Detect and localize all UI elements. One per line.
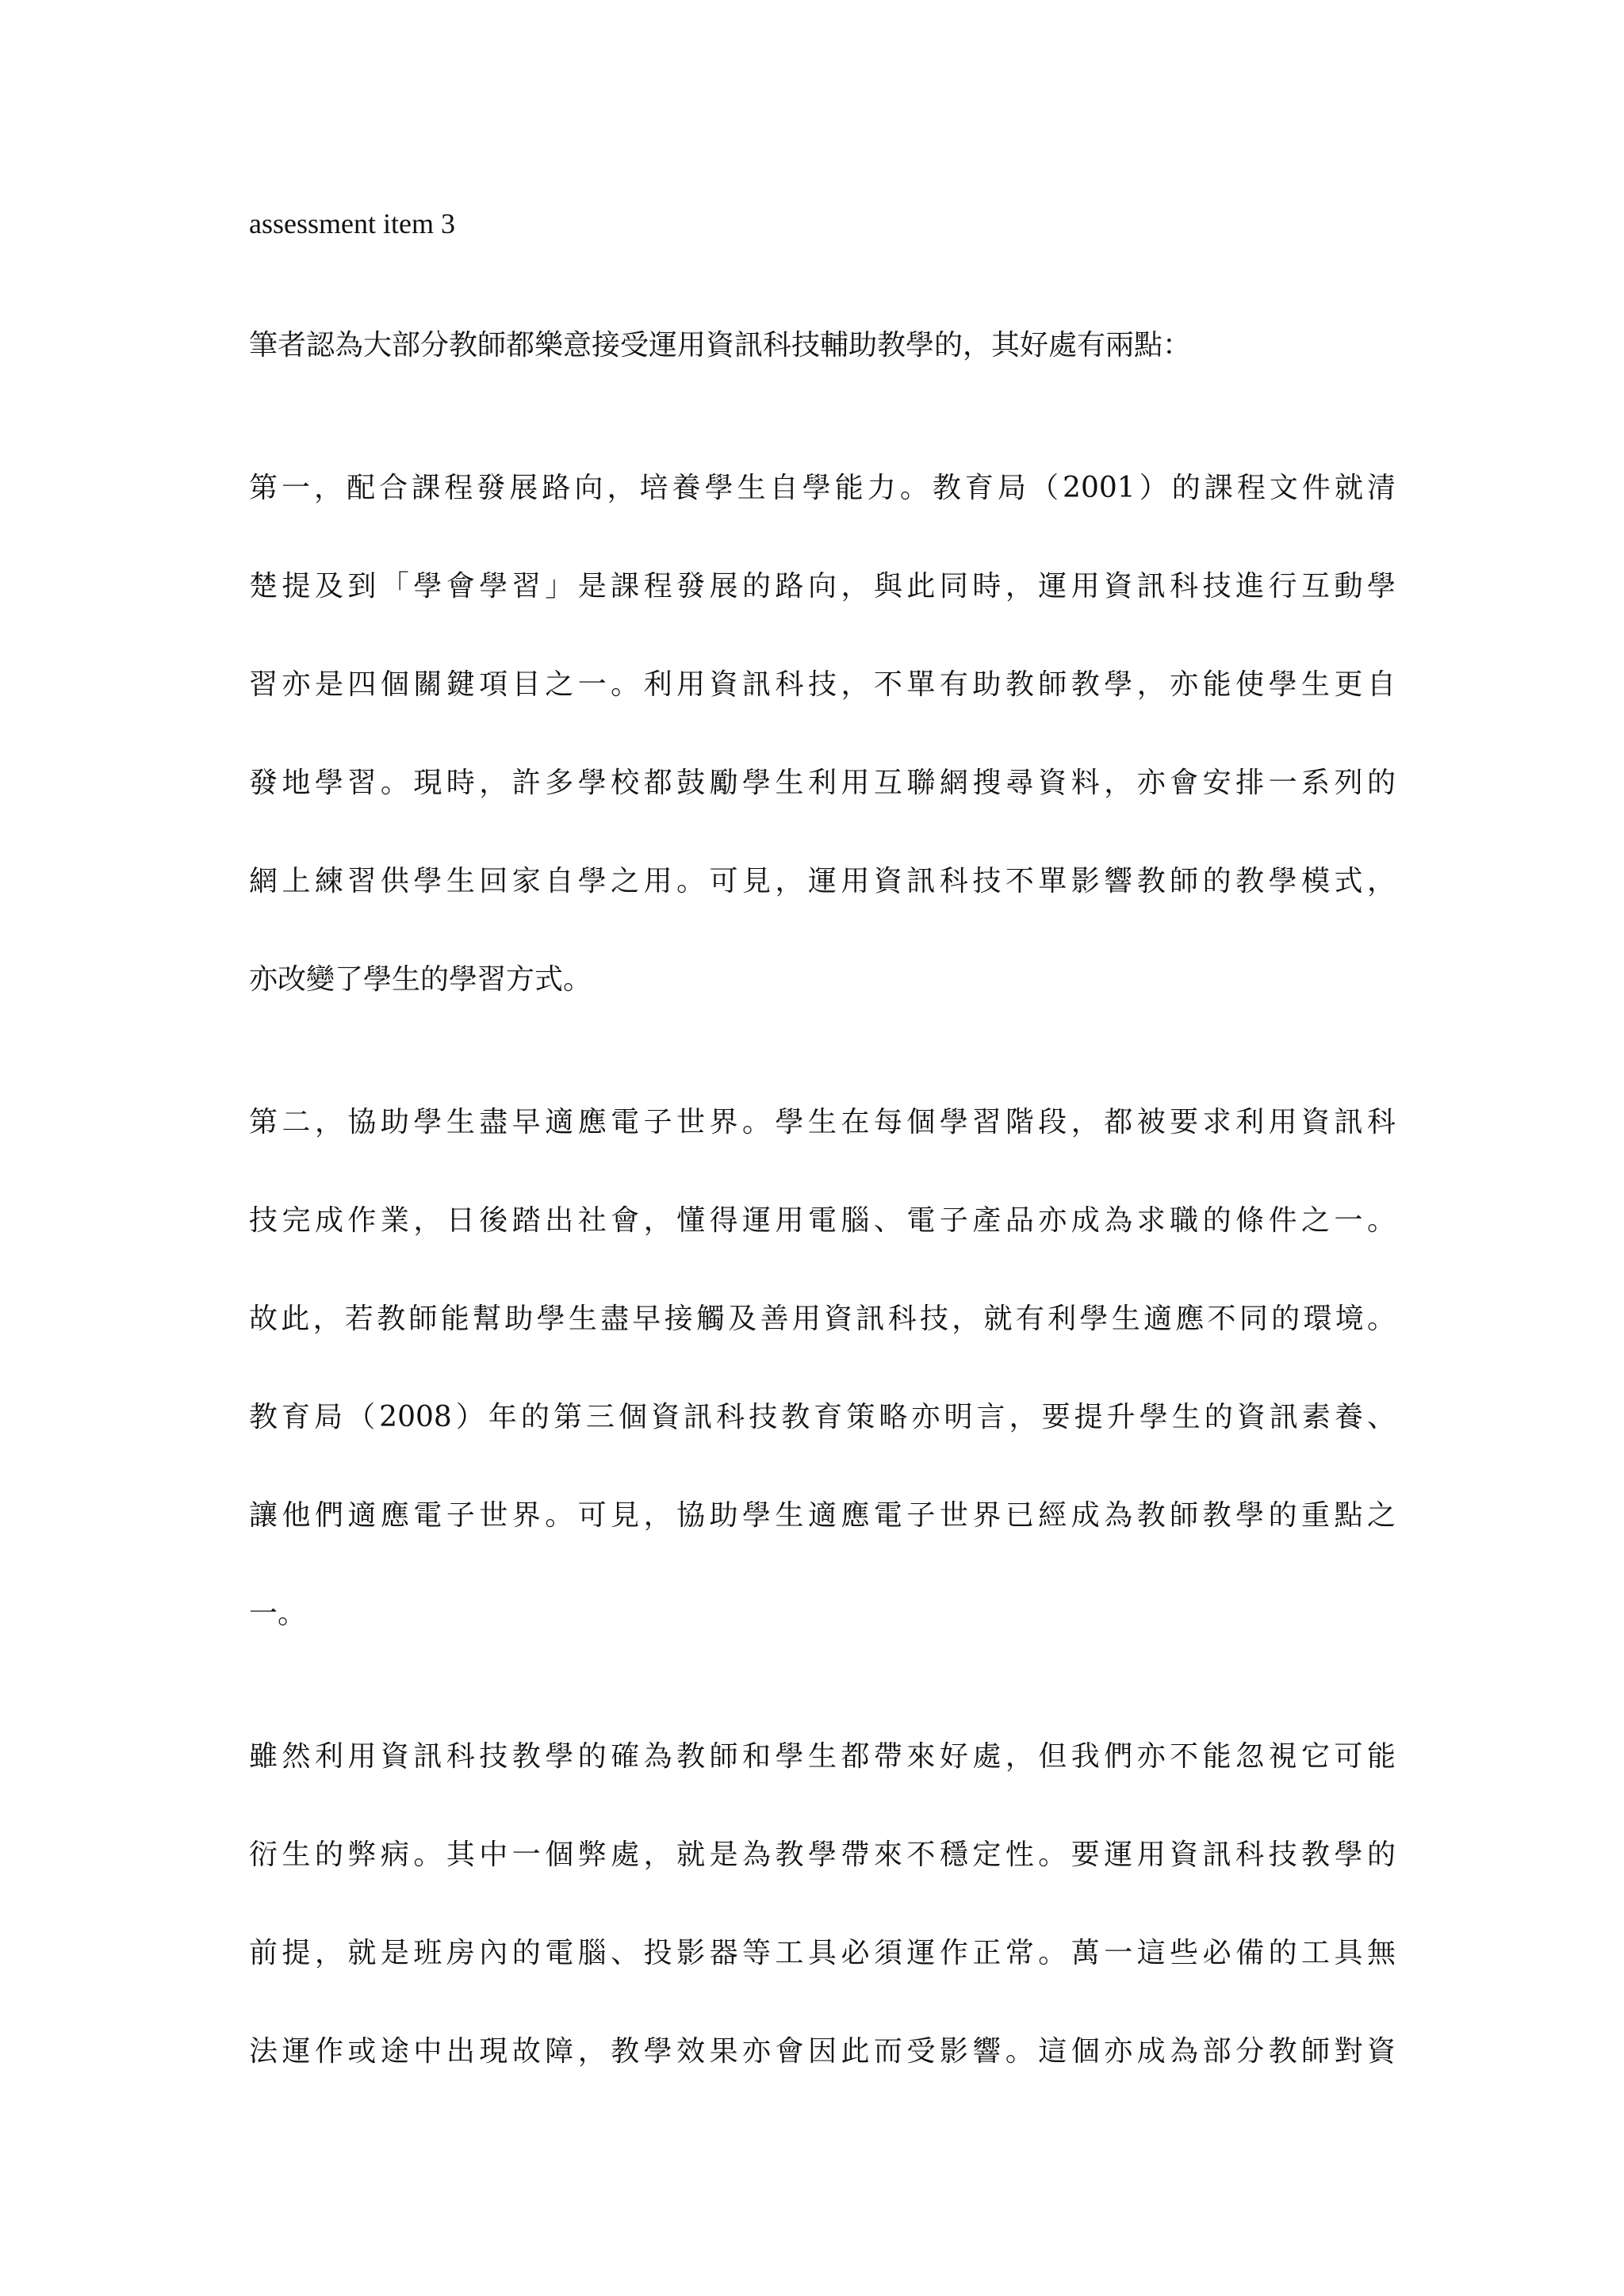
document-title: assessment item 3 bbox=[249, 208, 455, 239]
paragraph-1-line-5: 網上練習供學生回家自學之用。可見，運用資訊科技不單影響教師的教學模式， bbox=[249, 865, 1396, 897]
paragraph-3-line-2: 衍生的弊病。其中一個弊處，就是為教學帶來不穩定性。要運用資訊科技教學的 bbox=[249, 1839, 1396, 1871]
paragraph-3-line-1: 雖然利用資訊科技教學的確為教師和學生都帶來好處，但我們亦不能忽視它可能 bbox=[249, 1740, 1396, 1773]
paragraph-1-line-1: 第一，配合課程發展路向，培養學生自學能力。教育局（2001）的課程文件就清 bbox=[249, 472, 1396, 504]
paragraph-2-line-3: 故此，若教師能幫助學生盡早接觸及善用資訊科技，就有利學生適應不同的環境。 bbox=[249, 1303, 1396, 1335]
paragraph-2-line-6: 一。 bbox=[249, 1598, 307, 1630]
paragraph-3-line-4: 法運作或途中出現故障，教學效果亦會因此而受影響。這個亦成為部分教師對資 bbox=[249, 2035, 1396, 2068]
paragraph-1-line-2: 楚提及到「學會學習」是課程發展的路向，與此同時，運用資訊科技進行互動學 bbox=[249, 570, 1396, 603]
paragraph-1-line-4: 發地學習。現時，許多學校都鼓勵學生利用互聯網搜尋資料，亦會安排一系列的 bbox=[249, 767, 1396, 799]
paragraph-3-line-3: 前提，就是班房內的電腦、投影器等工具必須運作正常。萬一這些必備的工具無 bbox=[249, 1937, 1396, 1969]
paragraph-1-line-3: 習亦是四個關鍵項目之一。利用資訊科技，不單有助教師教學，亦能使學生更自 bbox=[249, 668, 1396, 701]
paragraph-2-line-2: 技完成作業，日後踏出社會，懂得運用電腦、電子產品亦成為求職的條件之一。 bbox=[249, 1204, 1396, 1237]
paragraph-1-line-6: 亦改變了學生的學習方式。 bbox=[249, 963, 592, 996]
paragraph-2-line-1: 第二，協助學生盡早適應電子世界。學生在每個學習階段，都被要求利用資訊科 bbox=[249, 1106, 1396, 1138]
intro-line: 筆者認為大部分教師都樂意接受運用資訊科技輔助教學的，其好處有兩點： bbox=[249, 329, 1192, 362]
paragraph-2-line-4: 教育局（2008）年的第三個資訊科技教育策略亦明言，要提升學生的資訊素養、 bbox=[249, 1401, 1396, 1433]
paragraph-2-line-5: 讓他們適應電子世界。可見，協助學生適應電子世界已經成為教師教學的重點之 bbox=[249, 1499, 1396, 1532]
